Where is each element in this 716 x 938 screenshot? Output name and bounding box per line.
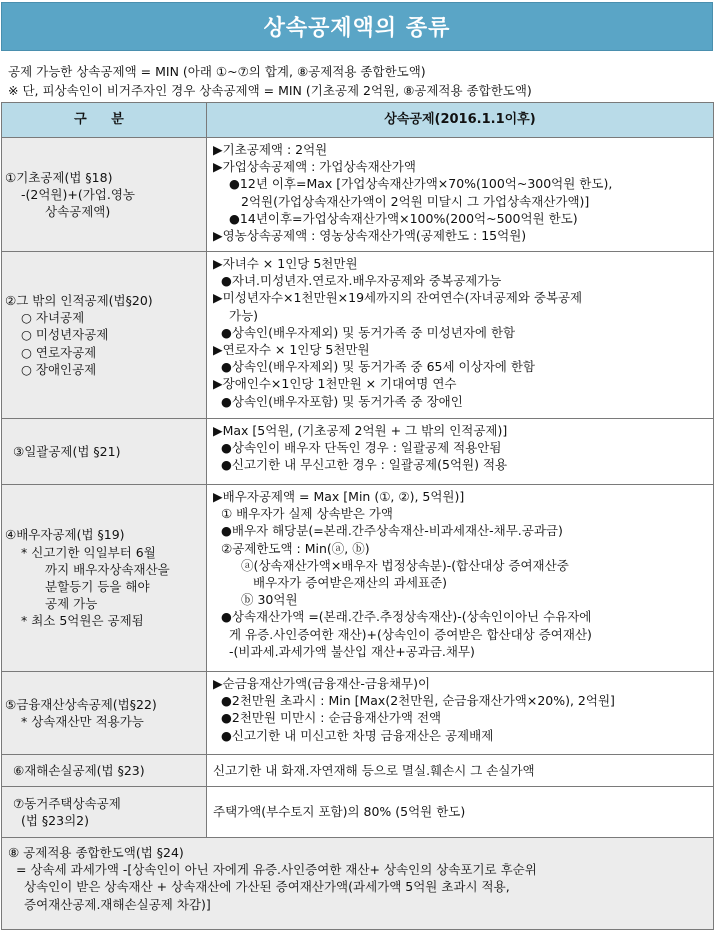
category-line: ⑦동거주택상속공제 — [13, 795, 121, 811]
table-row — [2, 672, 714, 755]
category-line: ③일괄공제(법 §21) — [13, 443, 121, 459]
row-content — [207, 672, 714, 755]
content-line: ▶배우자공제액 = Max [Min (①, ②), 5억원)] — [213, 489, 465, 504]
deduction-table — [1, 102, 713, 930]
content-line: ●상속인(배우자제외) 및 동거가족 중 65세 이상자에 한함 — [221, 359, 535, 375]
category-line: 분할등기 등을 해야 — [45, 579, 150, 594]
row-category — [2, 787, 207, 838]
content-line: 신고기한 내 화재.자연재해 등으로 멸실.훼손시 그 손실가액 — [213, 762, 535, 778]
category-line: ○ 연로자공제 — [21, 344, 97, 360]
content-line: ●상속인(배우자포함) 및 동거가족 중 장애인 — [221, 393, 463, 409]
content-line: 가능) — [229, 307, 259, 323]
category-line: 상속공제액) — [45, 204, 111, 220]
category-line: ④배우자공제(법 §19) — [5, 527, 125, 543]
content-line: ▶연로자수 × 1인당 5천만원 — [213, 342, 370, 358]
category-line: * 상속재산만 적용가능 — [21, 714, 144, 729]
category-line: ○ 미성년자공제 — [21, 327, 109, 343]
footer-line: 상속인이 받은 상속재산 + 상속재산에 가산된 증여재산가액(과세가액 5억원 초과시 적용, — [24, 879, 510, 895]
content-line: ▶Max [5억원, (기초공제 2억원 + 그 밖의 인적공제)] — [213, 423, 508, 438]
category-line: ②그 밖의 인적공제(법§20) — [5, 292, 153, 308]
category-line: ⑥재해손실공제(법 §23) — [13, 762, 145, 778]
category-line: ○ 자녀공제 — [21, 310, 85, 326]
content-line: ●신고기한 내 무신고한 경우 : 일괄공제(5억원) 적용 — [221, 457, 508, 473]
intro-note: ※ 단, 피상속인이 비거주자인 경우 상속공제액 = MIN (기초공제 2억원, ⑧공제적용 종합한도액) — [8, 83, 532, 98]
content-line: ⓑ 30억원 — [241, 592, 298, 608]
category-line: 까지 배우자상속재산을 — [45, 561, 170, 577]
row-category — [2, 485, 207, 672]
content-line: ●상속재산가액 =(본래.간주.추정상속재산)-(상속인이아닌 수유자에 — [221, 609, 592, 625]
content-line: ▶순금융재산가액(금융재산-금융채무)이 — [213, 676, 431, 691]
category-line: ○ 장애인공제 — [21, 361, 97, 377]
category-line: 공제 가능 — [45, 596, 98, 612]
header-category: 구 분 — [2, 103, 207, 138]
content-line: 2억원(가업상속재산가액이 2억원 미달시 그 가업상속재산가액)] — [241, 193, 590, 209]
table-row — [2, 419, 714, 485]
content-line: ▶영농상속공제액 : 영농상속재산가액(공제한도 : 15억원) — [213, 228, 527, 244]
category-line: -(2억원)+(가업.영농 — [21, 186, 135, 202]
row-content — [207, 252, 714, 419]
content-line: -(비과세.과세가액 불산입 재산+공과금.채무) — [229, 643, 475, 659]
footer-line: = 상속세 과세가액 -[상속인이 아닌 자에게 유증.사인증여한 재산+ 상속인의 상속포기로 후순위 — [16, 862, 537, 878]
table-row — [2, 138, 714, 252]
content-line: ▶가업상속공제액 : 가업상속재산가액 — [213, 159, 416, 175]
content-line: 주택가액(부수토지 포함)의 80% (5억원 한도) — [213, 804, 466, 820]
content-line: ●2천만원 초과시 : Min [Max(2천만원, 순금융재산가액×20%), 2억원] — [221, 693, 615, 709]
row-category — [2, 755, 207, 787]
content-line: ●2천만원 미만시 : 순금융재산가액 전액 — [221, 710, 442, 726]
content-line: ① 배우자가 실제 상속받은 가액 — [221, 506, 394, 522]
category-line: (법 §23의2) — [21, 813, 89, 828]
row-category — [2, 138, 207, 252]
footer-line: 증여재산공제.재해손실공제 차감)] — [24, 896, 211, 912]
row-category — [2, 672, 207, 755]
page-title: 상속공제액의 종류 — [1, 2, 713, 51]
row-content — [207, 138, 714, 252]
content-line: ▶장애인수×1인당 1천만원 × 기대여명 연수 — [213, 376, 457, 392]
content-line: ●자녀.미성년자.연로자.배우자공제와 중복공제가능 — [221, 273, 502, 289]
comprehensive-limit — [2, 838, 714, 930]
table-row — [2, 252, 714, 419]
content-line: ▶자녀수 × 1인당 5천만원 — [213, 256, 358, 271]
intro-line: 공제 가능한 상속공제액 = MIN (아래 ①~⑦의 합계, ⑧공제적용 종합한도액) — [8, 64, 426, 79]
category-line: * 최소 5억원은 공제됨 — [21, 613, 144, 629]
content-line: ●배우자 해당분(=본래.간주상속재산-비과세재산-채무.공과금) — [221, 523, 563, 539]
content-line: 배우자가 증여받은재산의 과세표준) — [253, 575, 447, 591]
row-category — [2, 252, 207, 419]
content-line: ⓐ(상속재산가액×배우자 법정상속분)-(합산대상 증여재산중 — [241, 557, 569, 573]
category-line: ①기초공제(법 §18) — [5, 169, 113, 185]
intro-notes — [8, 62, 708, 100]
row-content — [207, 755, 714, 787]
content-line: ●12년 이후=Max [가업상속재산가액×70%(100억~300억원 한도), — [229, 176, 613, 192]
row-content — [207, 485, 714, 672]
content-line: ●14년이후=가업상속재산가액×100%(200억~500억원 한도) — [229, 210, 578, 226]
table-row — [2, 787, 714, 838]
table-row — [2, 485, 714, 672]
content-line: ▶미성년자수×1천만원×19세까지의 잔여연수(자녀공제와 중복공제 — [213, 290, 583, 306]
category-line: * 신고기한 익일부터 6월 — [21, 544, 156, 560]
content-line: ●상속인이 배우자 단독인 경우 : 일괄공제 적용안됨 — [221, 440, 502, 456]
row-category — [2, 419, 207, 485]
content-line: ●신고기한 내 미신고한 차명 금융재산은 공제배제 — [221, 727, 494, 743]
content-line: ●상속인(배우자제외) 및 동거가족 중 미성년자에 한함 — [221, 324, 516, 340]
row-content — [207, 419, 714, 485]
content-line: 게 유증.사인증여한 재산)+(상속인이 증여받은 합산대상 증여재산) — [229, 626, 592, 642]
footer-line: ⑧ 공제적용 종합한도액(법 §24) — [8, 845, 184, 860]
content-line: ▶기초공제액 : 2억원 — [213, 142, 328, 157]
header-deduction: 상속공제(2016.1.1이후) — [207, 103, 714, 138]
table-row — [2, 755, 714, 787]
table-row — [2, 838, 714, 930]
category-line: ⑤금융재산상속공제(법§22) — [5, 696, 157, 712]
row-content — [207, 787, 714, 838]
content-line: ②공제한도액 : Min(ⓐ, ⓑ) — [221, 540, 370, 556]
table-header-row — [2, 103, 714, 138]
